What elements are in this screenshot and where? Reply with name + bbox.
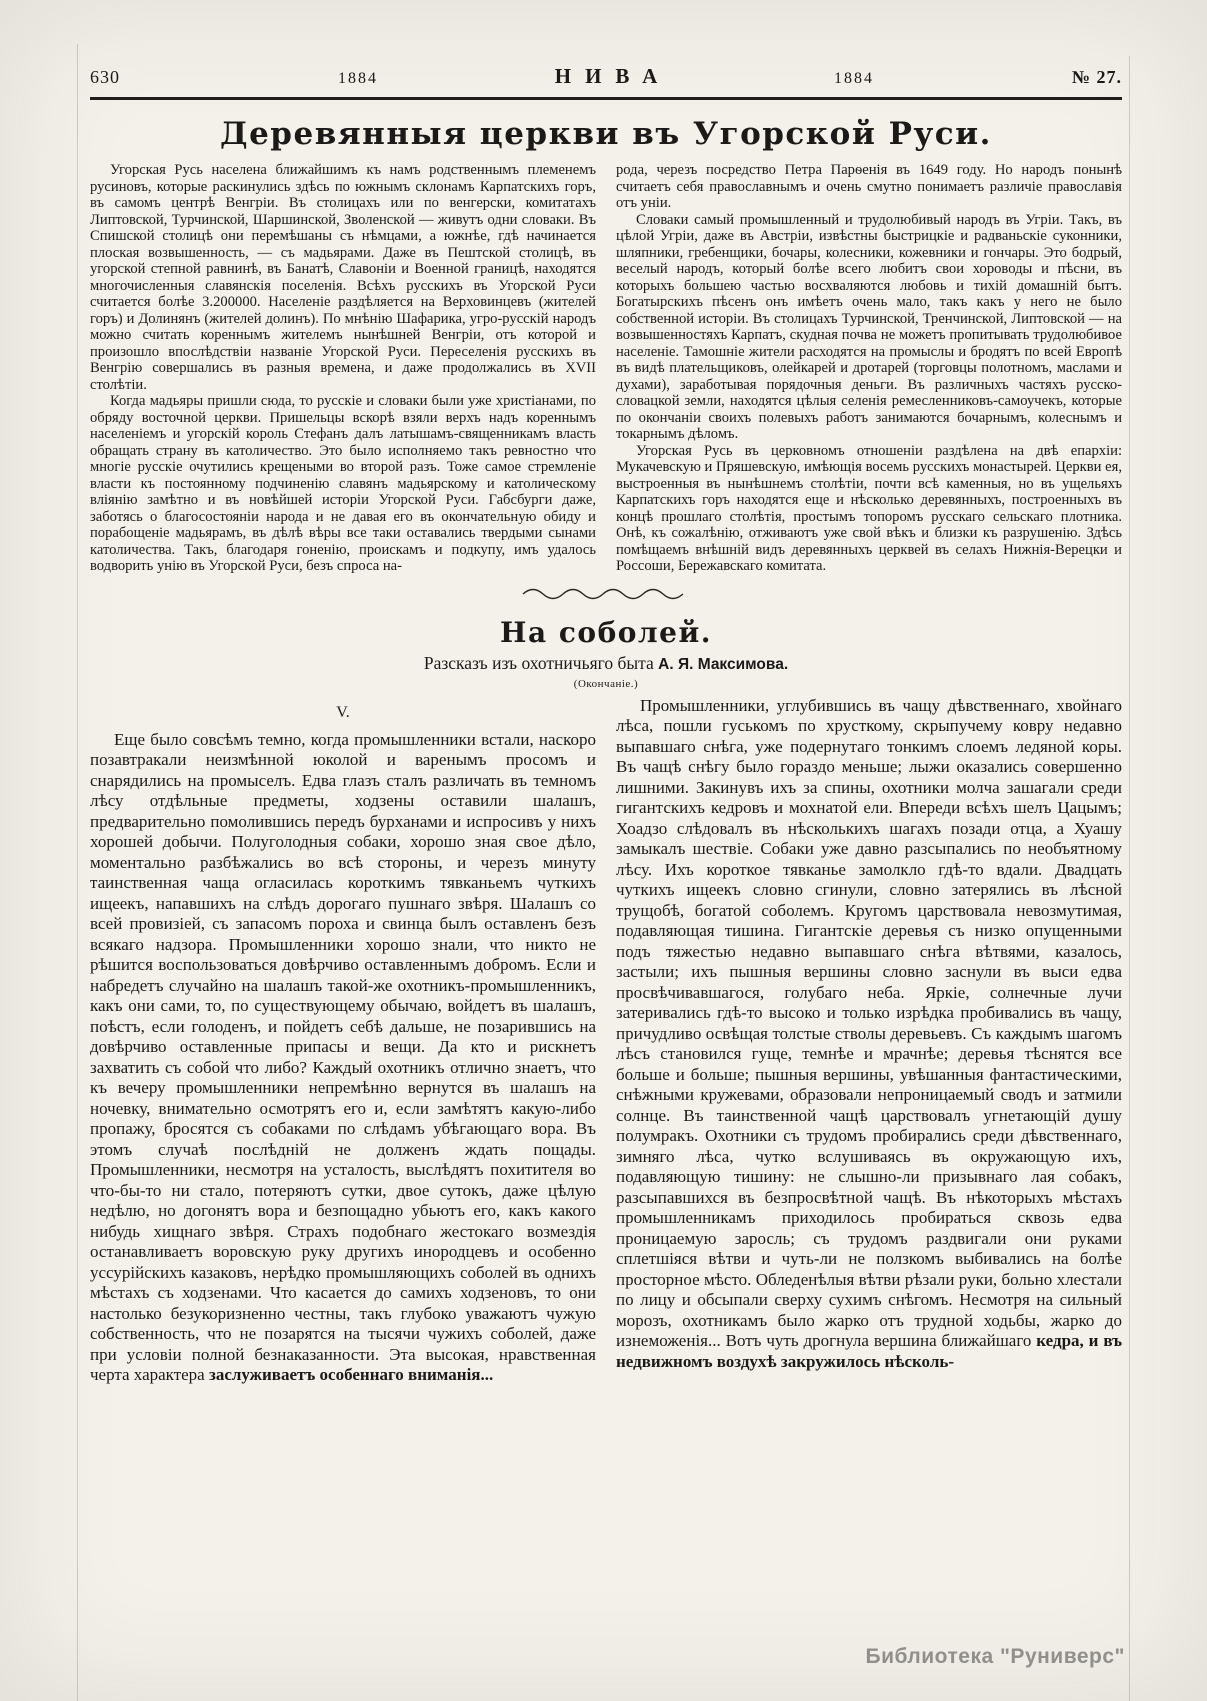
paragraph <box>90 730 596 1386</box>
subtitle-author: А. Я. Максимова. <box>658 655 789 673</box>
page-number: 630 <box>90 67 120 87</box>
paragraph-bold-tail: кедра, и въ недвижномъ воздухѣ закружилось нѣсколь- <box>616 1331 1123 1371</box>
ending-note: (Окончаніе.) <box>573 677 639 690</box>
paragraph: Когда мадьяры пришли сюда, то русскіе и словаки были уже христіанами, по обряду восточной церкви. Пришельцы вскорѣ взяли верхъ надъ кореннымъ населеніемъ и угорскій король Стефанъ далъ латышамъ-священникамъ власть обращать страну въ католичество. Это было исполняемо такъ ревностно что многіе русскіе очутились крещеными во второй разъ. Тоже самое стремленіе власти къ постоянному подчиненію славянъ мадьярскому и католическому вліянію замѣтно и въ новѣйшей исторіи Угорской Руси. Габсбурги даже, заботясь о благосостояніи народа и не давая его въ окончательную обиду и порабощеніе мадьярамъ, въ дѣлѣ вѣры все таки оставались твердыми сынами католичества. Такъ, благодаря гоненію, проискамъ и подкупу, имъ удалось водворить унію въ Угорской Руси, безъ спроса на- <box>90 393 596 574</box>
paragraph: Словаки самый промышленный и трудолюбивый народъ въ Угріи. Такъ, въ цѣлой Угріи, даже въ Австріи, извѣстны быстрицкіе и радваньскіе суконники, шляпники, гребенщики, бочары, колесники, кожевники и гончары. Это бодрый, веселый народъ, который болѣе всего любитъ свои хороводы и пѣсни, въ которыхъ большею частью восхваляются любовь и тихій домашній бытъ. Богатырскихъ пѣсенъ онъ имѣетъ очень мало, такъ какъ у него не было собственной исторіи. Въ столицахъ Турчинской, Тренчинской, Липтовской — на возвышенностяхъ Карпатъ, скудная почва не можетъ пропитывать трудолюбивое населеніе. Тамошніе жители расходятся на промыслы и бродятъ по всей Европѣ въ видѣ плательщиковъ, олейкарей и дротарей (торговцы полотномъ, маслами и духами), заработывая порядочныя деньги. Въ различныхъ частяхъ русско-словацкой земли, находятся цѣлыя селенія ремесленниковъ-самоучекъ, которые по окончаніи своихъ полевыхъ работъ занимаются бочарнымъ, колеснымъ и токарнымъ дѣломъ. <box>616 211 1122 442</box>
header-rule <box>90 97 1122 100</box>
masthead: НИВА <box>554 64 672 88</box>
paragraph <box>616 696 1122 1373</box>
article-sable-hunt <box>90 616 1122 1386</box>
section-divider <box>90 587 1122 606</box>
article1-title: Деревянныя церкви въ Угорской Руси. <box>220 116 992 152</box>
running-head <box>90 64 1122 97</box>
page-content <box>90 64 1122 1386</box>
year-right: 1884 <box>834 70 874 87</box>
subtitle-text: Разсказъ изъ охотничьяго быта <box>423 652 659 673</box>
scan-edge-left <box>77 44 78 1701</box>
article2-subtitle <box>90 653 1122 674</box>
article-wooden-churches <box>90 116 1122 575</box>
article1-columns <box>90 162 1122 575</box>
article2-title: На соболей. <box>500 615 712 649</box>
wavy-ornament-icon <box>521 587 691 601</box>
library-watermark: Библиотека "Руниверс" <box>865 1645 1125 1668</box>
paragraph: рода, черезъ посредство Петра Парѳенія въ 1649 году. Но народъ понынѣ считаетъ себя православнымъ и очень смутно понимаетъ различіе православія отъ уніи. <box>616 162 1122 211</box>
paragraph: Угорская Русь въ церковномъ отношеніи раздѣлена на двѣ епархіи: Мукачевскую и Пряшевскую, имѣющія восемь русскихъ монастырей. Церкви ея, выстроенныя въ нынѣшнемъ столѣтіи, почти всѣ каменныя, но въ ущельяхъ Карпатскихъ горъ находятся еще и нѣсколько деревянныхъ, построенныхъ въ концѣ прошлаго столѣтія, простымъ топоромъ русскаго сельскаго плотника. Онѣ, къ сожалѣнію, отживаютъ уже свой вѣкъ и близки къ разрушенію. Здѣсь помѣщаемъ внѣшній видъ деревянныхъ церквей въ селахъ Нижнія-Верецки и Россоши, Бережавскаго комитата. <box>616 442 1122 574</box>
article1-right-column <box>616 162 1122 575</box>
paragraph-text: Еще было совсѣмъ темно, когда промышленники встали, наскоро позавтракали неизмѣнной юколой и варенымъ просомъ и снарядились на промыселъ. Едва глазъ сталъ различать въ темномъ лѣсу отдѣльные предметы, ходзены оставили шалашъ, предварительно помолившись передъ бурханами и испросивъ у нихъ хорошей добычи. Полуголодныя собаки, хорошо зная свое дѣло, моментально разбѣжались во всѣ стороны, и черезъ минуту таинственная чаща огласилась короткимъ тявканьемъ чуткихъ ищеекъ, напавшихъ на слѣдъ дорогаго пушнаго звѣря. Шалашъ со всей провизіей, съ запасомъ пороха и свинца былъ оставленъ безъ всякаго надзора. Промышленники хорошо знали, что никто не рѣшится воспользоваться довѣрчиво оставленнымъ добромъ. Если и набредетъ случайно на шалашъ такой-же охотникъ-промышленникъ, какъ они сами, то, по существующему обычаю, войдетъ въ шалашъ, поѣстъ, если голоденъ, и пойдетъ себѣ дальше, не позарившись на довѣрчиво оставленные припасы и вещи. Да кто и рискнетъ захватить съ собой что либо? Каждый охотникъ отлично знаетъ, что къ вечеру промышленники непремѣнно вернутся въ шалашъ на ночевку, внимательно осмотрятъ его и, если замѣтятъ какую-либо пропажу, бросятся съ собаками по слѣдамъ убѣгающаго вора. Въ этомъ случаѣ послѣдній не долженъ ждать пощады. Промышленники, несмотря на усталость, выслѣдятъ похитителя во что-бы-то ни стало, потеряютъ сутки, двое сутокъ, даже цѣлую недѣлю, но догонятъ вора и безпощадно убьютъ его, какъ какого нибудь хищнаго звѣря. Страхъ подобнаго жестокаго возмездія останавливаетъ воровскую руку другихъ инородцевъ и особенно уссурійскихъ казаковъ, нерѣдко промышляющихъ соболей въ однихъ мѣстахъ съ ходзенами. Что касается до самихъ ходзеновъ, то они настолько безукоризненно честны, такъ глубоко уважаютъ чужую собственность, что не позарятся на тысячи чужихъ соболей, даже при условіи полной безнаказанности. Эта высокая, нравственная черта характера <box>90 729 596 1384</box>
article2-columns <box>90 696 1122 1386</box>
chapter-heading: V. <box>336 703 350 721</box>
paragraph-bold-tail: заслуживаетъ особеннаго вниманія... <box>204 1365 494 1384</box>
year-left: 1884 <box>338 70 378 87</box>
article1-left-column <box>90 162 596 575</box>
scan-edge-right <box>1129 56 1130 1701</box>
issue-number: № 27. <box>1071 67 1122 87</box>
article2-left-column <box>90 696 596 1386</box>
paragraph-text: Промышленники, углубившись въ чащу дѣвственнаго, хвойнаго лѣса, пошли гуськомъ по хрусткому, скрыпучему ковру недавно выпавшаго снѣга, уже подернутаго тонкимъ слоемъ ледяной коры. Въ чащѣ снѣгу было гораздо меньше; лыжи оказались совершенно лишними. Закинувъ ихъ за спины, охотники молча зашагали среди гигантскихъ кедровъ и мохнатой ели. Впереди всѣхъ шелъ Цацымъ; Хоадзо слѣдовалъ въ нѣсколькихъ шагахъ позади отца, а Хуашу замыкалъ шествіе. Собаки уже давно разсыпались по необъятному лѣсу. Ихъ короткое тявканье замолкло гдѣ-то вдали. Двадцать чуткихъ ищеекъ словно сгинули, словно затерялись въ лѣсной трущобѣ, богатой соболемъ. Кругомъ царствовала невозмутимая, подавляющая тишина. Гигантскіе деревья съ низко опущенными подъ тяжестью недавно выпавшаго снѣга вѣтвями, казалось, застыли; ихъ пышныя вершины словно заснули въ выси едва просвѣчивавшагося, голубаго неба. Яркіе, солнечные лучи затеривались гдѣ-то высоко и только изрѣдка пробивались въ чащу, причудливо освѣщая толстые стволы деревьевъ. Съ каждымъ шагомъ лѣсъ становился гуще, темнѣе и мрачнѣе; деревья тѣснятся все больше и больше; пышныя вершины, увѣшанныя фантастическими, снѣжными кружевами, образовали непроницаемый сводъ и затмили солнце. Въ таинственной чащѣ царствовалъ угнетающій душу полумракъ. Охотники съ трудомъ пробирались среди дѣвственнаго, зимняго лѣса, чутко вслушиваясь въ окружающую ихъ, подавляющую тишину: не слышно-ли призывнаго лая собакъ, разсыпавшихся въ безпросвѣтной чащѣ. Въ нѣкоторыхъ мѣстахъ промышленникамъ приходилось пробираться сквозь едва проницаемую заросль; съ трудомъ раздвигали они руками сплетшіяся вѣтви и чуть-ли не ползкомъ выбивались на болѣе просторное мѣсто. Обледенѣлыя вѣтви рѣзали руки, больно хлестали по лицу и обсыпали сверху сухимъ снѣгомъ. Несмотря на сильный морозъ, охотникамъ было жарко отъ трудной ходьбы, жарко до изнеможенія... Вотъ чуть дрогнула вершина ближайшаго <box>616 695 1122 1350</box>
article2-right-column <box>616 696 1122 1386</box>
paragraph: Угорская Русь населена ближайшимъ къ намъ родственнымъ племенемъ русиновъ, которые раскинулись здѣсь по южнымъ склонамъ Карпатскихъ горъ, въ самомъ центрѣ Венгріи. Въ столицахъ или по венгерски, комитатахъ Липтовской, Турчинской, Шаршинской, Зволенской — живутъ одни словаки. Въ Спишской столицѣ они перемѣшаны съ нѣмцами, а южнѣе, гдѣ начинается плоская возвышенность, — съ мадьярами. Даже въ Пештской столицѣ, въ угорской степной равнинѣ, въ Банатѣ, Славоніи и Военной границѣ, находятся многочисленныя славянскія поселенія. Всѣхъ русскихъ въ Угорской Руси считается болѣе 3.200000. Населеніе раздѣляется на Верховинцевъ (жителей горъ) и Долинянъ (жителей долинъ). По мнѣнію Шафарика, угро-русскій народъ можно считать кореннымъ жителемъ нынѣшней Венгріи, отъ которой и произошло впослѣдствіи названіе Угорской Руси. Переселенія русскихъ въ Венгрію совершались въ разныя времена, и даже продолжались въ XVII столѣтіи. <box>90 162 596 393</box>
